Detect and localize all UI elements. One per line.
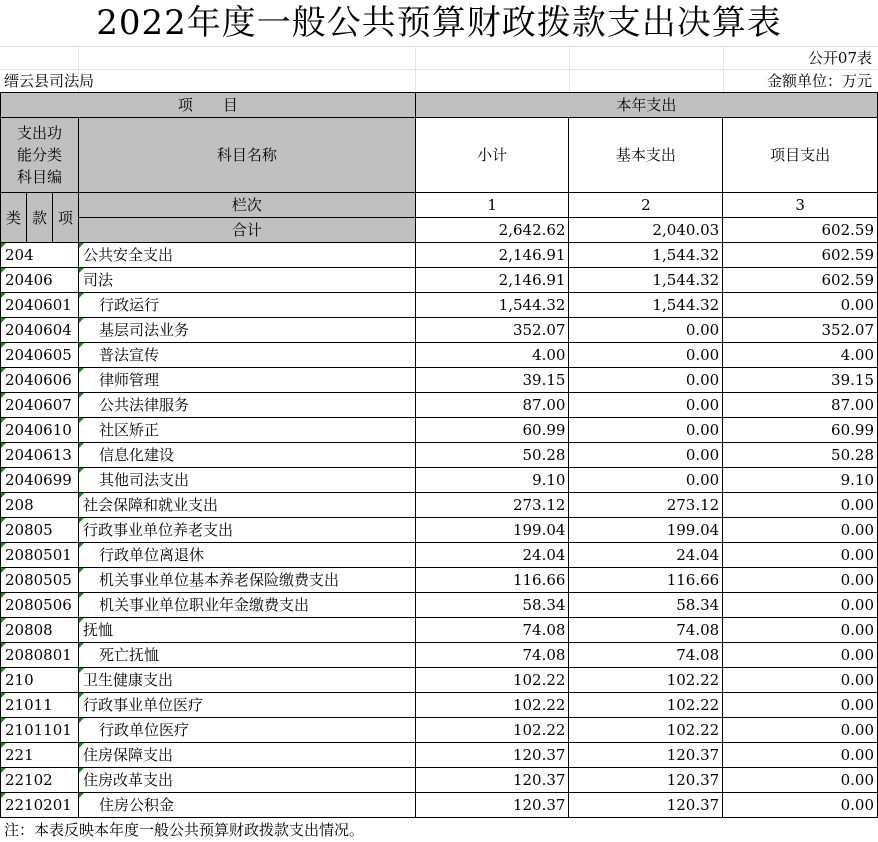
subtotal-cell: 58.34: [415, 593, 569, 618]
subject-name-cell: [78, 418, 415, 443]
cell-marker-icon: [1, 568, 6, 573]
project-cell: 0.00: [723, 643, 878, 668]
function-code-text: 2040605: [5, 346, 72, 364]
table-row: [1, 768, 878, 793]
total-label: 合计: [78, 218, 415, 243]
subtotal-cell: 120.37: [415, 743, 569, 768]
unit-row: [0, 70, 878, 92]
basic-cell: 74.08: [569, 618, 723, 643]
subject-name-text: 普法宣传: [98, 346, 159, 364]
cell-marker-icon: [79, 243, 84, 248]
subject-name-text: 行政单位离退休: [98, 546, 204, 564]
subject-name-cell: [78, 693, 415, 718]
project-cell: 0.00: [723, 593, 878, 618]
project-cell: 60.99: [723, 418, 878, 443]
function-code-text: 2080505: [5, 571, 72, 589]
cell-marker-icon: [1, 343, 6, 348]
subtotal-cell: 116.66: [415, 568, 569, 593]
subject-name-text: 社区矫正: [98, 421, 159, 439]
subject-name-cell: [78, 718, 415, 743]
function-code-cell: [1, 618, 79, 643]
cell-marker-icon: [79, 418, 84, 423]
function-code-cell: [1, 718, 79, 743]
function-code-text: 2040604: [5, 321, 72, 339]
subject-name-cell: [78, 368, 415, 393]
cell-marker-icon: [1, 768, 6, 773]
cell-marker-icon: [79, 718, 84, 723]
project-cell: 0.00: [723, 768, 878, 793]
project-cell: 9.10: [723, 468, 878, 493]
subject-name-text: 公共安全支出: [82, 246, 173, 264]
basic-cell: 0.00: [569, 418, 723, 443]
basic-cell: 0.00: [569, 318, 723, 343]
function-code-cell: [1, 593, 79, 618]
cell-marker-icon: [1, 493, 6, 498]
function-code-text: 2080801: [5, 646, 72, 664]
cell-marker-icon: [1, 318, 6, 323]
total-project: 602.59: [723, 218, 878, 243]
subject-name-text: 信息化建设: [98, 446, 174, 464]
cell-marker-icon: [79, 493, 84, 498]
cell-marker-icon: [1, 718, 6, 723]
cell-marker-icon: [79, 618, 84, 623]
function-code-text: 2040601: [5, 296, 72, 314]
subtotal-cell: 50.28: [415, 443, 569, 468]
table-row: [1, 518, 878, 543]
subject-name-text: 住房改革支出: [82, 771, 173, 789]
subject-name-cell: [78, 493, 415, 518]
function-code-text: 2080506: [5, 596, 72, 614]
project-cell: 0.00: [723, 543, 878, 568]
function-code-text: 20805: [5, 521, 53, 539]
basic-cell: 273.12: [569, 493, 723, 518]
function-code-cell: [1, 568, 79, 593]
table-row: [1, 618, 878, 643]
subtotal-cell: 102.22: [415, 668, 569, 693]
basic-cell: 199.04: [569, 518, 723, 543]
cell-marker-icon: [79, 593, 84, 598]
subject-name-cell: [78, 393, 415, 418]
item-header: 项 目: [1, 93, 416, 118]
cell-marker-icon: [1, 693, 6, 698]
function-code-cell: [1, 268, 79, 293]
subject-name-cell: [78, 343, 415, 368]
basic-cell: 102.22: [569, 718, 723, 743]
basic-cell: 0.00: [569, 468, 723, 493]
cell-marker-icon: [1, 468, 6, 473]
subject-name-text: 行政运行: [98, 296, 159, 314]
table-row: [1, 643, 878, 668]
cell-marker-icon: [79, 743, 84, 748]
cell-marker-icon: [1, 793, 6, 798]
subject-name-text: 住房公积金: [98, 796, 174, 814]
cell-marker-icon: [79, 293, 84, 298]
cell-marker-icon: [1, 243, 6, 248]
cell-marker-icon: [1, 443, 6, 448]
function-code-cell: [1, 343, 79, 368]
project-cell: 0.00: [723, 718, 878, 743]
function-code-cell: [1, 318, 79, 343]
project-cell: 0.00: [723, 743, 878, 768]
cell-marker-icon: [79, 568, 84, 573]
subject-name-text: 卫生健康支出: [82, 671, 173, 689]
cell-marker-icon: [79, 518, 84, 523]
project-cell: 4.00: [723, 343, 878, 368]
subject-name-text: 行政事业单位医疗: [82, 696, 203, 714]
function-code-cell: [1, 793, 79, 818]
cell-marker-icon: [1, 743, 6, 748]
function-code-text: 2040606: [5, 371, 72, 389]
subtotal-cell: 74.08: [415, 643, 569, 668]
project-cell: 0.00: [723, 793, 878, 818]
subtotal-cell: 273.12: [415, 493, 569, 518]
basic-cell: 102.22: [569, 668, 723, 693]
table-row: [1, 668, 878, 693]
func-code-line: 科目编: [16, 168, 62, 186]
subject-name-cell: [78, 243, 415, 268]
function-code-cell: [1, 443, 79, 468]
function-code-text: 2040607: [5, 396, 72, 414]
function-code-cell: [1, 768, 79, 793]
subtotal-cell: 74.08: [415, 618, 569, 643]
table-row: [1, 543, 878, 568]
func-code-line: 能分类: [16, 146, 62, 164]
subject-name-text: 其他司法支出: [98, 471, 189, 489]
subtotal-cell: 9.10: [415, 468, 569, 493]
subtotal-cell: 4.00: [415, 343, 569, 368]
table-row: [1, 568, 878, 593]
col-index-2: 2: [569, 193, 723, 218]
subtotal-cell: 60.99: [415, 418, 569, 443]
function-code-cell: [1, 418, 79, 443]
subtotal-cell: 24.04: [415, 543, 569, 568]
project-cell: 0.00: [723, 493, 878, 518]
function-code-text: 208: [5, 496, 34, 514]
cell-marker-icon: [1, 293, 6, 298]
subtotal-cell: 87.00: [415, 393, 569, 418]
func-code-line: 支出功: [16, 124, 62, 142]
lei-header: 类: [1, 193, 27, 243]
function-code-cell: [1, 368, 79, 393]
basic-cell: 120.37: [569, 743, 723, 768]
basic-cell: 120.37: [569, 793, 723, 818]
subject-name-text: 行政事业单位养老支出: [82, 521, 233, 539]
function-code-text: 21011: [5, 696, 53, 714]
cell-marker-icon: [1, 543, 6, 548]
function-code-text: 210: [5, 671, 34, 689]
function-code-cell: [1, 668, 79, 693]
subject-name-cell: [78, 543, 415, 568]
subject-name-cell: [78, 293, 415, 318]
header-row-3: [1, 193, 878, 218]
cell-marker-icon: [79, 318, 84, 323]
table-row: [1, 243, 878, 268]
cell-marker-icon: [79, 768, 84, 773]
subtotal-cell: 2,146.91: [415, 243, 569, 268]
function-code-text: 2040699: [5, 471, 72, 489]
amount-unit: 金额单位：万元: [766, 72, 872, 90]
basic-cell: 24.04: [569, 543, 723, 568]
function-code-text: 221: [5, 746, 34, 764]
subject-name-cell: [78, 568, 415, 593]
expenditure-table: [0, 92, 878, 818]
project-cell: 352.07: [723, 318, 878, 343]
project-cell: 50.28: [723, 443, 878, 468]
cell-marker-icon: [1, 418, 6, 423]
cell-marker-icon: [79, 368, 84, 373]
subtotal-cell: 102.22: [415, 693, 569, 718]
project-header: 项目支出: [723, 118, 878, 193]
subject-name-text: 基层司法业务: [98, 321, 189, 339]
cell-marker-icon: [79, 268, 84, 273]
function-code-text: 2080501: [5, 546, 72, 564]
table-row: [1, 293, 878, 318]
subject-name-cell: [78, 618, 415, 643]
cell-marker-icon: [1, 368, 6, 373]
cell-marker-icon: [79, 468, 84, 473]
subject-name-cell: [78, 518, 415, 543]
cell-marker-icon: [79, 693, 84, 698]
project-cell: 0.00: [723, 693, 878, 718]
function-code-cell: [1, 693, 79, 718]
project-cell: 0.00: [723, 668, 878, 693]
basic-cell: 120.37: [569, 768, 723, 793]
project-cell: 0.00: [723, 293, 878, 318]
project-cell: 39.15: [723, 368, 878, 393]
subject-name-cell: [78, 668, 415, 693]
cell-marker-icon: [79, 443, 84, 448]
subject-name-cell: [78, 743, 415, 768]
subject-name-text: 死亡抚恤: [98, 646, 159, 664]
kuan-header: 款: [26, 193, 52, 243]
function-code-cell: [1, 293, 79, 318]
subject-name-cell: [78, 793, 415, 818]
sheet-title: 2022年度一般公共预算财政拨款支出决算表: [96, 3, 782, 43]
table-row: [1, 343, 878, 368]
subject-name-text: 司法: [82, 271, 113, 289]
subject-name-text: 公共法律服务: [98, 396, 189, 414]
subject-name-text: 行政单位医疗: [98, 721, 189, 739]
table-row: [1, 718, 878, 743]
subject-name-text: 机关事业单位职业年金缴费支出: [98, 596, 309, 614]
table-row: [1, 468, 878, 493]
project-cell: 602.59: [723, 243, 878, 268]
header-row-1: [1, 93, 878, 118]
cell-marker-icon: [1, 643, 6, 648]
cell-marker-icon: [79, 668, 84, 673]
table-row: [1, 793, 878, 818]
cell-marker-icon: [79, 793, 84, 798]
table-row: [1, 443, 878, 468]
function-code-text: 2210201: [5, 796, 72, 814]
subtotal-cell: 2,146.91: [415, 268, 569, 293]
basic-cell: 0.00: [569, 393, 723, 418]
table-row: [1, 743, 878, 768]
func-code-header: [1, 118, 79, 193]
form-code: 公开07表: [807, 49, 872, 67]
total-subtotal: 2,642.62: [415, 218, 569, 243]
subtotal-cell: 1,544.32: [415, 293, 569, 318]
subject-name-cell: [78, 643, 415, 668]
table-row: [1, 418, 878, 443]
footnote: 注：本表反映本年度一般公共预算财政拨款支出情况。: [4, 821, 365, 839]
cell-marker-icon: [1, 393, 6, 398]
basic-cell: 0.00: [569, 368, 723, 393]
total-basic: 2,040.03: [569, 218, 723, 243]
function-code-text: 2040610: [5, 421, 72, 439]
table-row: [1, 268, 878, 293]
subtotal-cell: 120.37: [415, 793, 569, 818]
xiang-header: 项: [52, 193, 78, 243]
subject-name-cell: [78, 768, 415, 793]
subject-name-cell: [78, 468, 415, 493]
basic-cell: 1,544.32: [569, 268, 723, 293]
cell-marker-icon: [1, 668, 6, 673]
current-year-header: 本年支出: [415, 93, 877, 118]
table-row: [1, 493, 878, 518]
function-code-cell: [1, 518, 79, 543]
subtotal-header: 小计: [415, 118, 569, 193]
subject-name-text: 抚恤: [82, 621, 113, 639]
project-cell: 87.00: [723, 393, 878, 418]
cell-marker-icon: [79, 543, 84, 548]
subject-name-text: 住房保障支出: [82, 746, 173, 764]
basic-cell: 0.00: [569, 443, 723, 468]
table-row: [1, 368, 878, 393]
basic-cell: 1,544.32: [569, 243, 723, 268]
basic-cell: 102.22: [569, 693, 723, 718]
cell-marker-icon: [79, 343, 84, 348]
table-row: [1, 693, 878, 718]
cell-marker-icon: [1, 518, 6, 523]
function-code-text: 2040613: [5, 446, 72, 464]
subtotal-cell: 120.37: [415, 768, 569, 793]
col-index-1: 1: [415, 193, 569, 218]
function-code-cell: [1, 468, 79, 493]
subject-name-cell: [78, 318, 415, 343]
subject-name-header: 科目名称: [78, 118, 415, 193]
total-row: [1, 218, 878, 243]
basic-cell: 58.34: [569, 593, 723, 618]
function-code-text: 20808: [5, 621, 53, 639]
table-row: [1, 593, 878, 618]
function-code-cell: [1, 243, 79, 268]
function-code-cell: [1, 743, 79, 768]
cell-marker-icon: [1, 618, 6, 623]
function-code-cell: [1, 493, 79, 518]
function-code-text: 2101101: [5, 721, 72, 739]
function-code-text: 204: [5, 246, 34, 264]
function-code-cell: [1, 543, 79, 568]
basic-cell: 74.08: [569, 643, 723, 668]
subject-name-cell: [78, 268, 415, 293]
table-row: [1, 318, 878, 343]
function-code-cell: [1, 643, 79, 668]
function-code-cell: [1, 393, 79, 418]
function-code-text: 22102: [5, 771, 53, 789]
subject-name-text: 机关事业单位基本养老保险缴费支出: [98, 571, 339, 589]
row-index-header: 栏次: [78, 193, 415, 218]
subtotal-cell: 102.22: [415, 718, 569, 743]
subtotal-cell: 39.15: [415, 368, 569, 393]
basic-header: 基本支出: [569, 118, 723, 193]
basic-cell: 1,544.32: [569, 293, 723, 318]
unit-name: 缙云县司法局: [4, 72, 95, 90]
project-cell: 0.00: [723, 618, 878, 643]
subtotal-cell: 199.04: [415, 518, 569, 543]
cell-marker-icon: [79, 643, 84, 648]
cell-marker-icon: [1, 593, 6, 598]
header-row-2: [1, 118, 878, 193]
cell-marker-icon: [1, 268, 6, 273]
subject-name-cell: [78, 593, 415, 618]
function-code-text: 20406: [5, 271, 53, 289]
cell-marker-icon: [79, 393, 84, 398]
project-cell: 0.00: [723, 568, 878, 593]
subject-name-text: 律师管理: [98, 371, 159, 389]
project-cell: 0.00: [723, 518, 878, 543]
subject-name-cell: [78, 443, 415, 468]
project-cell: 602.59: [723, 268, 878, 293]
basic-cell: 116.66: [569, 568, 723, 593]
col-index-3: 3: [723, 193, 878, 218]
basic-cell: 0.00: [569, 343, 723, 368]
table-row: [1, 393, 878, 418]
subtotal-cell: 352.07: [415, 318, 569, 343]
subject-name-text: 社会保障和就业支出: [82, 496, 218, 514]
form-code-row: [0, 47, 878, 69]
